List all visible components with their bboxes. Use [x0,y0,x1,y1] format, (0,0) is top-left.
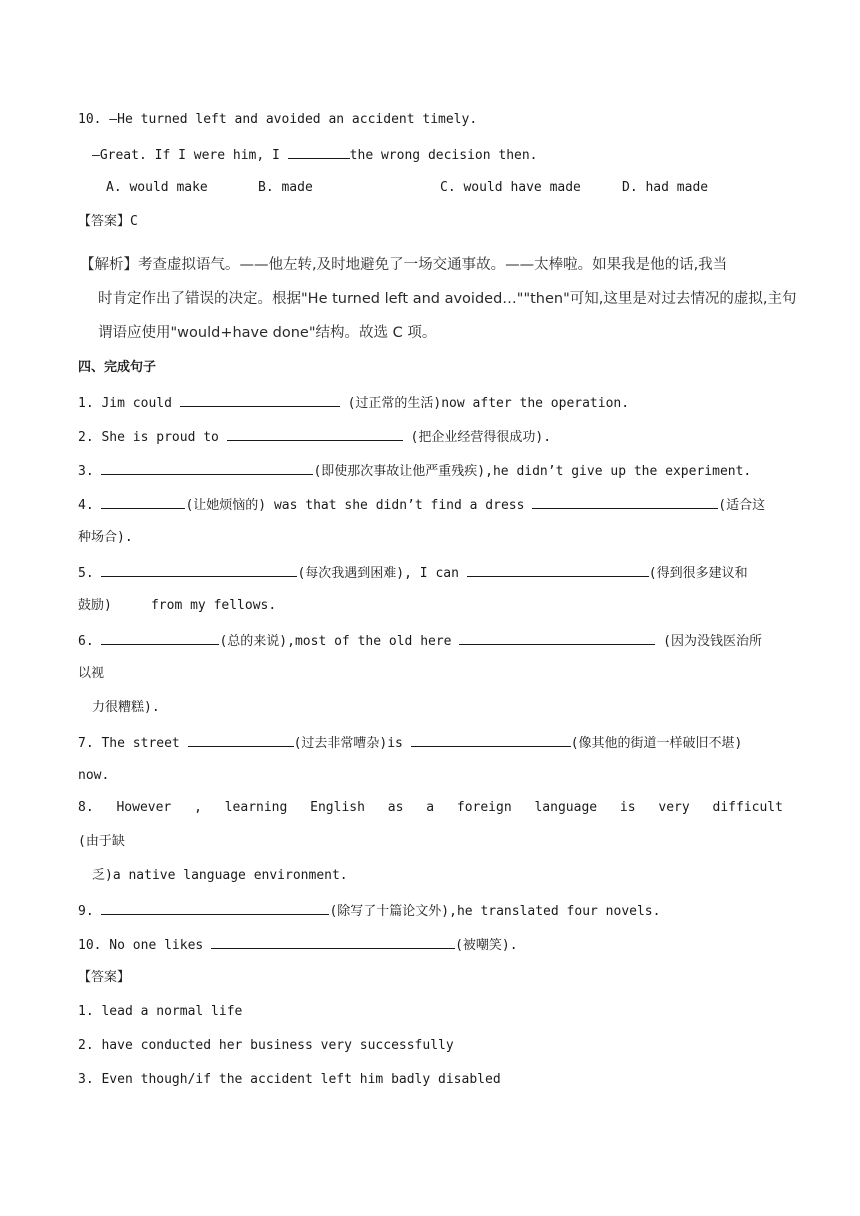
sentence-text: (得到很多建议和 [648,566,748,581]
question-10-reply [92,144,538,166]
sentence-text: (过去非常嘈杂)is [293,736,411,751]
sentence-text: 2. She is proud to [78,430,227,445]
answer-blank [101,562,297,577]
sentence-text: 4. [78,498,102,513]
word: is [619,800,636,815]
sentence-text: (把企业经营得很成功). [402,430,552,445]
sentence-text: (每次我遇到困难), I can [297,566,467,581]
answer-blank [180,392,340,407]
sentence-4-continued: 种场合). [78,530,133,545]
answer-item: 1. lead a normal life [78,1004,243,1019]
question-10-stem: 10. —He turned left and avoided an accident timely. [78,112,478,127]
sentence-10 [78,934,518,956]
sentence-text: 7. The street [78,736,188,751]
sentence-text: (因为没钱医治所 [655,634,762,649]
option-c: C. would have made [440,180,581,195]
word: a [426,800,435,815]
word: difficult [712,800,783,815]
answer-blank [101,900,329,915]
sentence-9 [78,900,660,922]
answer-blank [101,494,185,509]
sentence-text: 5. [78,566,102,581]
sentence-6-continued: 力很糟糕). [92,700,160,715]
sentence-text: (像其他的街道一样破旧不堪) [570,736,743,751]
word: English [310,800,365,815]
answer-blank [101,630,219,645]
word: as [387,800,404,815]
word: 8. [78,800,94,815]
word: learning [224,800,288,815]
sentence-6 [78,630,762,652]
sentence-text: 9. [78,904,102,919]
analysis-row: 【解析】考查虚拟语气。——他左转,及时地避免了一场交通事故。——太棒啦。如果我是他的话,我当 [80,257,728,273]
sentence-text: (适合这 [718,498,766,513]
sentence-5 [78,562,748,584]
option-b: B. made [258,180,313,195]
section-heading: 四、完成句子 [78,360,157,375]
sentence-1 [78,392,629,414]
answer-blank [188,732,294,747]
answer-item: 3. Even though/if the accident left him badly disabled [78,1072,501,1087]
answer-blank [459,630,655,645]
sentence-8-continued: (由于缺 [78,834,125,849]
answer-heading: 【答案】 [78,970,131,985]
sentence-4 [78,494,765,516]
sentence-text: (除写了十篇论文外),he translated four novels. [329,904,661,919]
answer-blank [467,562,649,577]
sentence-7 [78,732,742,754]
answer-blank [211,934,455,949]
sentence-text: (即使那次事故让他严重残疾),he didn’t give up the experiment. [313,464,752,479]
question-10-answer: 【答案】C [78,214,138,229]
sentence-2 [78,426,551,448]
sentence-3 [78,460,751,482]
analysis-block [80,248,797,350]
answer-blank [532,494,718,509]
reply-text-end: the wrong decision then. [349,148,538,163]
sentence-text: (总的来说),most of the old here [219,634,460,649]
analysis-row: 谓语应使用"would+have done"结构。故选 C 项。 [98,325,437,341]
sentence-6-continued: 以视 [78,666,105,681]
sentence-text: (过正常的生活)now after the operation. [339,396,630,411]
answer-item: 2. have conducted her business very successfully [78,1038,454,1053]
word: However [116,800,172,815]
answer-blank [288,144,350,159]
sentence-text: (让她烦恼的) was that she didn’t find a dress [185,498,533,513]
answer-blank [411,732,571,747]
analysis-row: 时肯定作出了错误的决定。根据"He turned left and avoided…""then"可知,这里是对过去情况的虚拟,主句 [98,291,797,307]
word: very [658,800,690,815]
answer-blank [227,426,403,441]
sentence-text: (被嘲笑). [455,938,518,953]
sentence-7-continued: now. [78,768,110,783]
option-d: D. had made [622,180,709,195]
option-a: A. would make [106,180,208,195]
word: foreign [456,800,512,815]
reply-text-start: —Great. If I were him, I [92,148,288,163]
sentence-5-continued: 鼓励) from my fellows. [78,598,277,613]
word: language [534,800,598,815]
sentence-text: 6. [78,634,102,649]
sentence-text: 10. No one likes [78,938,212,953]
sentence-text: 1. Jim could [78,396,180,411]
sentence-8-continued: 乏)a native language environment. [92,868,348,883]
sentence-text: 3. [78,464,102,479]
word: , [194,800,202,815]
sentence-8 [78,798,783,818]
answer-blank [101,460,313,475]
